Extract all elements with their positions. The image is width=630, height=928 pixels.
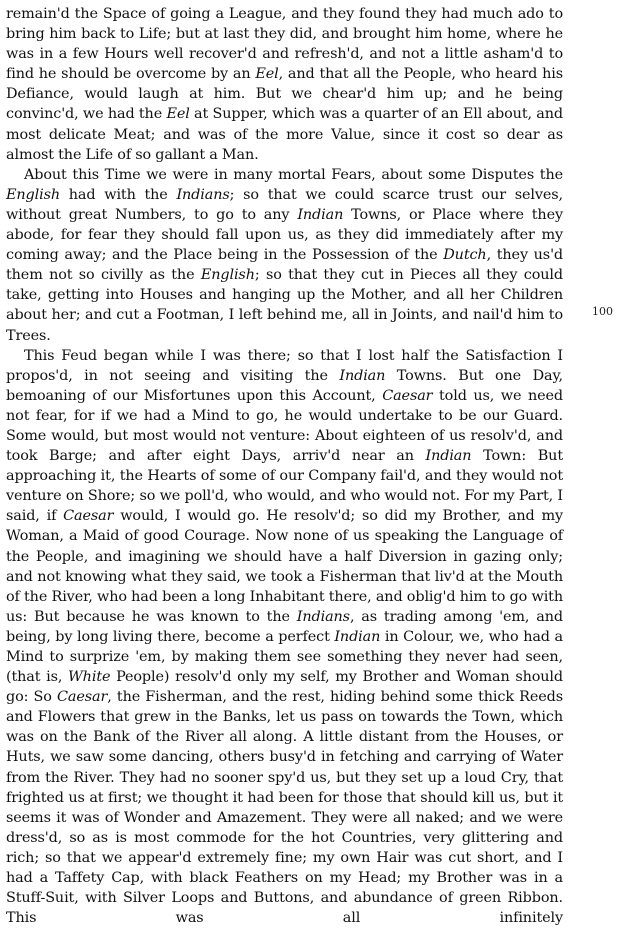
text-run: remain'd the Space of going a League, and they found they had much ado to bring him back to Life; but at last they did, and brought him home, where he was in a few Hours well recover'd and refresh'd, and not a little asham'd to find he should be overcome by an xyxy=(6,6,563,83)
text-run: would, I would go. He resolv'd; so did my Brother, and my Woman, a Maid of good Courage. Now none of us speaking the Language of the People, and imagining we should have a half Diversion in gazing only; and not knowing what they said, we took a Fisherman that liv'd at the Mouth of the River, who had been a long Inhabitant there, and oblig'd him to go with us: But because he was known to the xyxy=(6,508,563,625)
body-text xyxy=(6,4,563,928)
italic-text: Indian xyxy=(425,448,472,465)
text-run: in Colour, we, who had a Mind to surprize 'em, by making them see something they never had seen, (that is, xyxy=(6,628,563,686)
text-run: , and that all the People, who heard his Defiance, would laugh at him. But we chear'd him up; and he being convinc'd, we had the xyxy=(6,66,563,123)
italic-text: Indian xyxy=(334,628,381,645)
italic-text: Eel xyxy=(166,106,190,123)
paragraph-1 xyxy=(6,4,563,165)
italic-text: Dutch xyxy=(443,247,487,264)
text-run: , they us'd them not so civilly as the xyxy=(6,247,563,284)
text-run: at Supper, which was a quarter of an Ell about, and most delicate Meat; and was of the more Value, since it cost so dear as almost the Life of so gallant a Man. xyxy=(6,106,563,163)
text-run: ; so that we could scarce trust our selves, without great Numbers, to go to any xyxy=(6,186,563,223)
text-run: had with the xyxy=(60,186,177,203)
text-run: Town: But approaching it, the Hearts of some of our Company fail'd, and they would not venture on Shore; so we poll'd, who would, and who would not. For my Part, I said, if xyxy=(6,448,563,525)
italic-text: Indians xyxy=(296,608,350,625)
text-run: Towns. But one Day, bemoaning of our Misfortunes upon this Account, xyxy=(6,367,563,404)
italic-text: Indian xyxy=(297,206,344,223)
italic-text: Caesar xyxy=(63,508,114,525)
page-number: 100 xyxy=(592,305,613,318)
text-run: told us, we need not fear, for if we had a Mind to go, he would undertake to be our Guard. Some would, but most would not venture: About eighteen of us resolv'd, and took Barge; and after eight Days, arriv'd near an xyxy=(6,387,564,465)
italic-text: Eel xyxy=(255,66,279,83)
text-run: People) resolv'd only my self, my Brother and Woman should go: So xyxy=(6,669,563,706)
text-run: , the Fisherman, and the rest, hiding behind some thick Reeds and Flowers that grew in the Banks, let us pass on towards the Town, which was on the Bank of the River all along. A little distant from the Houses, or Huts, we saw some dancing, others busy'd in fetching and carrying of Water from the River. They had no sooner spy'd us, but they set up a loud Cry, that frighted us at first; we thought it had been for those that should kill us, but it seems it was of Wonder and Amazement. They were all naked; and we were dress'd, so as is most commode for the hot Countries, very glittering and rich; so that we appear'd extremely fine; my own Hair was cut short, and I had a Taffety Cap, with black Feathers on my Head; my Brother was in a Stuff-Suit, with Silver Loops and Buttons, and abundance of green Ribbon. This was all infinitely xyxy=(6,689,563,927)
text-run: About this Time we were in many mortal Fears, about some Disputes the xyxy=(24,166,563,183)
text-run: Towns, or Place where they abode, for fear they should fall upon us, as they did immediately after my coming away; and the Place being in the Possession of the xyxy=(6,206,563,264)
italic-text: Caesar xyxy=(57,689,108,706)
italic-text: Indian xyxy=(339,367,386,384)
italic-text: English xyxy=(6,186,61,203)
paragraph-2 xyxy=(6,165,563,346)
paragraph-3 xyxy=(6,346,563,928)
italic-text: White xyxy=(68,669,111,686)
text-run: This Feud began while I was there; so that I lost half the Satisfaction I propos'd, in not seeing and visiting the xyxy=(6,347,563,384)
text-run: ; so that they cut in Pieces all they could take, getting into Houses and hanging up the Mother, and all her Children about her; and cut a Footman, I left behind me, all in Joints, and nail'd him to Trees. xyxy=(6,267,563,344)
italic-text: Indians xyxy=(176,186,230,203)
italic-text: Caesar xyxy=(382,387,433,404)
text-run: , as trading among 'em, and being, by long living there, become a perfect xyxy=(6,608,563,645)
italic-text: English xyxy=(200,267,255,284)
